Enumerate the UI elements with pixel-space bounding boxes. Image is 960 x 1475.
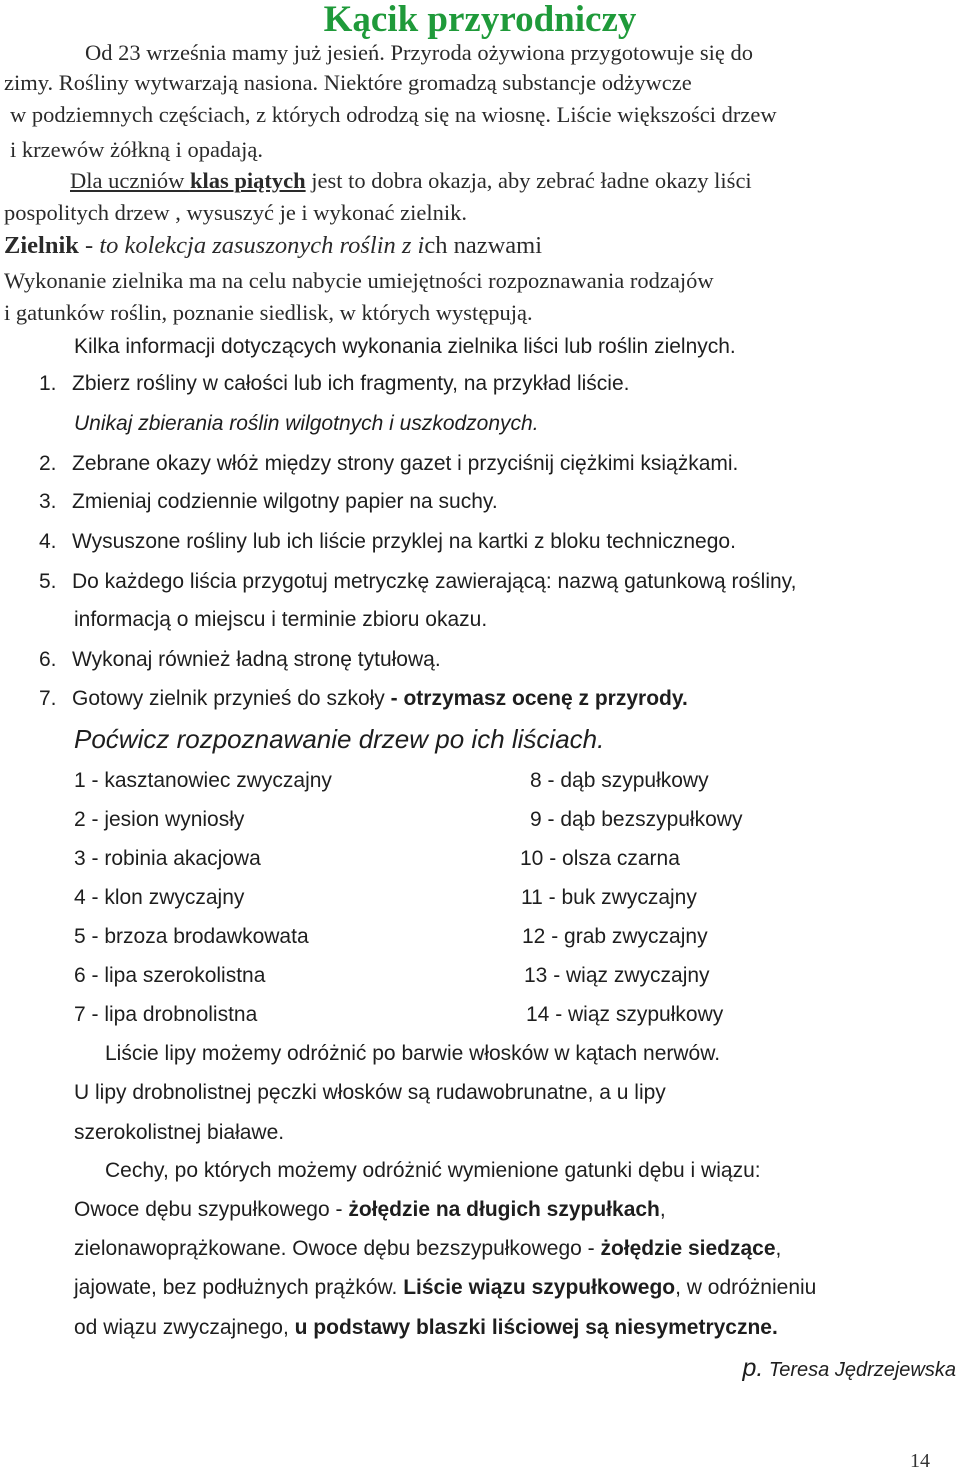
tree-item-6: 6 - lipa szerokolistna: [74, 964, 266, 987]
features-line-3: [74, 1237, 781, 1261]
step-5-text: Do każdego liścia przygotuj metryczkę zawierającą: nazwą gatunkową rośliny,: [72, 570, 797, 593]
pupils-text-1: Dla uczniów: [70, 168, 190, 193]
step-4-number: 4.: [39, 530, 57, 553]
intro-line-3: w podziemnych częściach, z których odrodzą się na wiosnę. Liście większości drzew: [10, 102, 777, 127]
features-2a: Owoce dębu szypułkowego -: [74, 1198, 349, 1221]
features-4a: jajowate, bez podłużnych prążków.: [74, 1276, 404, 1299]
features-line-4: [74, 1276, 816, 1300]
tree-item-1: 1 - kasztanowiec zwyczajny: [74, 769, 332, 792]
page-number: 14: [910, 1450, 930, 1472]
step-2-number: 2.: [39, 452, 57, 475]
step-1-number: 1.: [39, 372, 57, 395]
tree-item-13: 13 - wiąz zwyczajny: [524, 964, 710, 987]
step-1-note: Unikaj zbierania roślin wilgotnych i uszkodzonych.: [74, 412, 539, 435]
pupils-line-1: [70, 168, 752, 194]
practice-heading: Poćwicz rozpoznawanie drzew po ich liściach.: [74, 724, 605, 754]
step-4: [39, 530, 736, 554]
features-line-1: Cechy, po których możemy odróżnić wymienione gatunki dębu i wiązu:: [105, 1159, 761, 1182]
features-3c: ,: [775, 1237, 782, 1260]
pupils-underlined: [70, 168, 306, 193]
step-5: [39, 570, 796, 594]
tree-item-11: 11 - buk zwyczajny: [521, 886, 697, 909]
step-1: [39, 372, 629, 396]
step-5-continued: informacją o miejscu i terminie zbioru okazu.: [74, 608, 488, 631]
features-4c: , w odróżnieniu: [675, 1276, 817, 1299]
step-7-text: Gotowy zielnik przynieś do szkoły: [72, 687, 391, 710]
intro-line-2: zimy. Rośliny wytwarzają nasiona. Niektóre gromadzą substancje odżywcze: [4, 70, 692, 95]
lipa-line-1: Liście lipy możemy odróżnić po barwie włosków w kątach nerwów.: [105, 1042, 721, 1065]
tree-item-10: 10 - olsza czarna: [520, 847, 680, 870]
step-7: [39, 687, 688, 711]
step-5-number: 5.: [39, 570, 57, 593]
pupils-class-bold: klas piątych: [189, 168, 306, 193]
step-3-number: 3.: [39, 490, 57, 513]
intro-line-1: Od 23 września mamy już jesień. Przyroda ożywiona przygotowuje się do: [85, 40, 753, 65]
step-2: [39, 452, 738, 476]
definition-term: Zielnik: [4, 232, 79, 259]
features-2b-bold: żołędzie na długich szypułkach: [348, 1198, 660, 1221]
author-name: Teresa Jędrzejewska: [763, 1359, 956, 1381]
definition-italic: to kolekcja zasuszonych roślin z i: [99, 232, 425, 259]
step-4-text: Wysuszone rośliny lub ich liście przyklej na kartki z bloku technicznego.: [72, 530, 736, 553]
definition-rest: ch nazwami: [424, 232, 543, 259]
step-2-text: Zebrane okazy włóż między strony gazet i przyciśnij ciężkimi książkami.: [72, 452, 739, 475]
step-6: [39, 648, 441, 672]
purpose-line-2: i gatunków roślin, poznanie siedlisk, w których występują.: [4, 300, 533, 325]
pupils-text-3: jest to dobra okazja, aby zebrać ładne okazy liści: [305, 168, 752, 193]
features-2c: ,: [659, 1198, 666, 1221]
purpose-line-1: Wykonanie zielnika ma na celu nabycie umiejętności rozpoznawania rodzajów: [4, 268, 714, 293]
pupils-line-2: pospolitych drzew , wysuszyć je i wykonać zielnik.: [4, 200, 468, 225]
tree-item-2: 2 - jesion wyniosły: [74, 808, 245, 831]
features-5b-bold: u podstawy blaszki liściowej są niesymetryczne.: [294, 1316, 778, 1339]
lipa-line-3: szerokolistnej białawe.: [74, 1121, 285, 1144]
tree-item-14: 14 - wiąz szypułkowy: [526, 1003, 724, 1026]
step-3: [39, 490, 498, 514]
tree-item-4: 4 - klon zwyczajny: [74, 886, 245, 909]
tree-item-12: 12 - grab zwyczajny: [522, 925, 708, 948]
features-3b-bold: żołędzie siedzące: [600, 1237, 776, 1260]
lipa-line-2: U lipy drobnolistnej pęczki włosków są rudawobrunatne, a u lipy: [74, 1081, 666, 1104]
author-signature: [742, 1354, 956, 1383]
step-6-number: 6.: [39, 648, 57, 671]
features-4b-bold: Liście wiązu szypułkowego: [403, 1276, 676, 1299]
features-5a: od wiązu zwyczajnego,: [74, 1316, 295, 1339]
page-title: Kącik przyrodniczy: [323, 0, 637, 40]
step-7-number: 7.: [39, 687, 57, 710]
features-line-2: [74, 1198, 666, 1222]
step-6-text: Wykonaj również ładną stronę tytułową.: [72, 648, 441, 671]
instructions-heading: Kilka informacji dotyczących wykonania zielnika liści lub roślin zielnych.: [74, 335, 736, 358]
step-3-text: Zmieniaj codziennie wilgotny papier na suchy.: [72, 490, 498, 513]
step-1-text: Zbierz rośliny w całości lub ich fragmenty, na przykład liście.: [72, 372, 630, 395]
tree-item-3: 3 - robinia akacjowa: [74, 847, 261, 870]
features-line-5: [74, 1316, 778, 1340]
tree-item-8: 8 - dąb szypułkowy: [530, 769, 709, 792]
step-7-grade-bold: - otrzymasz ocenę z przyrody.: [390, 687, 688, 710]
tree-item-9: 9 - dąb bezszypułkowy: [530, 808, 743, 831]
author-prefix: p.: [742, 1354, 764, 1382]
intro-line-4: i krzewów żółkną i opadają.: [10, 137, 264, 162]
definition-line: [4, 232, 542, 260]
features-3a: zielonawoprążkowane. Owoce dębu bezszypułkowego -: [74, 1237, 601, 1260]
tree-item-7: 7 - lipa drobnolistna: [74, 1003, 258, 1026]
definition-dash: -: [78, 232, 100, 259]
tree-item-5: 5 - brzoza brodawkowata: [74, 925, 309, 948]
